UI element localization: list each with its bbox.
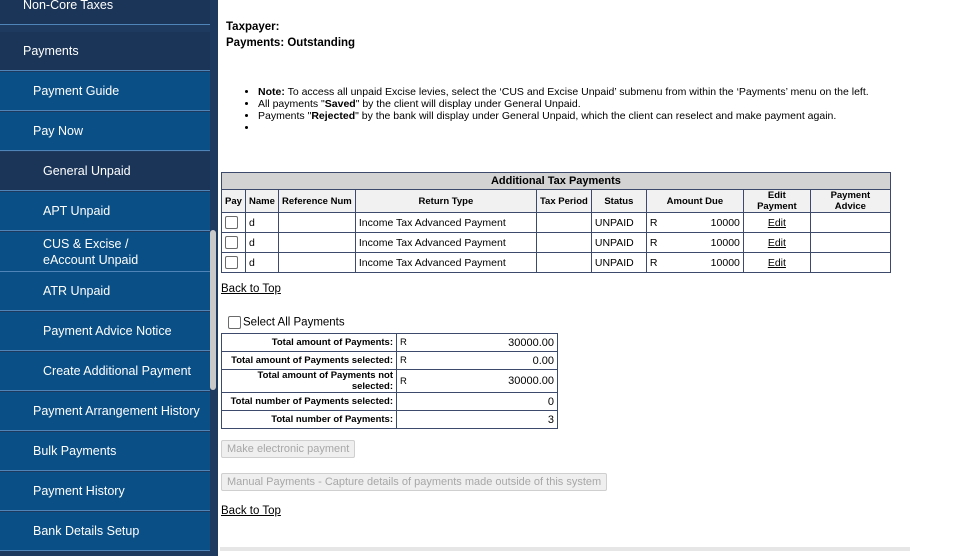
select-all-checkbox[interactable] [228, 316, 241, 329]
sidebar-item-label: Bank Details Setup [33, 524, 140, 538]
pay-cell [222, 253, 246, 273]
sidebar-item-bank-details-setup[interactable] [0, 512, 210, 551]
amount-currency: R [649, 236, 658, 249]
reference-cell [278, 213, 355, 233]
sidebar-item-general-unpaid[interactable] [0, 152, 210, 191]
sidebar-item-atr-unpaid[interactable] [0, 272, 210, 311]
horizontal-scrollbar[interactable] [220, 547, 910, 551]
col-edit-payment: Edit Payment [743, 190, 810, 213]
select-all-row [228, 316, 345, 329]
currency-label: R [397, 334, 418, 352]
advice-cell [810, 213, 890, 233]
sidebar-item-label: Non-Core Taxes [23, 0, 114, 12]
taxpayer-label: Taxpayer: [226, 21, 280, 33]
sidebar-item-payment-arrangement-history[interactable] [0, 392, 210, 431]
table-row [222, 253, 891, 273]
status-cell: UNPAID [591, 253, 646, 273]
sidebar-item-label: APT Unpaid [43, 204, 111, 218]
sidebar-item-label: Create Additional Payment [43, 364, 192, 378]
sidebar-item-label: Payment Arrangement History [33, 404, 200, 418]
col-name: Name [246, 190, 279, 213]
amount-cell [646, 253, 743, 273]
pay-checkbox[interactable] [225, 216, 238, 229]
sidebar-item-apt-unpaid[interactable] [0, 192, 210, 231]
selected-amount-label: Total amount of Payments selected: [222, 352, 397, 370]
additional-tax-payments-table [221, 172, 891, 273]
reference-cell [278, 233, 355, 253]
reference-cell [278, 253, 355, 273]
sidebar-item-label: ATR Unpaid [43, 284, 111, 298]
totals-row [222, 411, 558, 429]
sidebar-item-label: Payment Advice Notice [43, 324, 172, 338]
amount-currency: R [649, 256, 658, 269]
currency-label: R [397, 352, 418, 370]
table-header-row [222, 190, 891, 213]
sidebar-item-bulk-payments[interactable] [0, 432, 210, 471]
not-selected-amount-label: Total amount of Payments not selected: [222, 370, 397, 393]
totals-row [222, 393, 558, 411]
edit-link[interactable]: Edit [767, 236, 786, 249]
amount-value: 10000 [710, 256, 740, 269]
page-title: Payments: Outstanding [226, 37, 356, 49]
note-item: • Note: To access all unpaid Excise levies, select the ‘CUS and Excise Unpaid’ submenu from within the ‘Payments’ menu on the left. [258, 86, 908, 98]
tax-period-cell [536, 213, 591, 233]
amount-value: 10000 [710, 216, 740, 229]
make-electronic-payment-button[interactable]: Make electronic payment [221, 440, 355, 458]
amount-value: 10000 [710, 236, 740, 249]
amount-cell [646, 213, 743, 233]
advice-cell [810, 233, 890, 253]
note-saved: • All payments "Saved" by the client will display under General Unpaid. [258, 98, 908, 110]
col-tax-period: Tax Period [536, 190, 591, 213]
pay-checkbox[interactable] [225, 236, 238, 249]
tax-period-cell [536, 233, 591, 253]
total-count-value: 3 [397, 411, 558, 429]
selected-count-value: 0 [397, 393, 558, 411]
col-amount-due: Amount Due [646, 190, 743, 213]
total-count-label: Total number of Payments: [222, 411, 397, 429]
total-amount-label: Total amount of Payments: [222, 334, 397, 352]
currency-label: R [397, 370, 418, 393]
amount-cell [646, 233, 743, 253]
status-cell: UNPAID [591, 233, 646, 253]
sidebar-item-payments[interactable] [0, 32, 210, 71]
col-reference-num: Reference Num [278, 190, 355, 213]
name-cell: d [246, 253, 279, 273]
pay-cell [222, 233, 246, 253]
col-pay: Pay [222, 190, 246, 213]
status-cell: UNPAID [591, 213, 646, 233]
return-type-cell: Income Tax Advanced Payment [355, 213, 536, 233]
sidebar-item-label: Pay Now [33, 124, 84, 138]
sidebar-item-pay-now[interactable] [0, 112, 210, 151]
sidebar-item-label: Payments [23, 44, 79, 58]
totals-row [222, 352, 558, 370]
edit-cell [743, 213, 810, 233]
sidebar-item-label: Payment Guide [33, 84, 120, 98]
advice-cell [810, 253, 890, 273]
sidebar-item-label: General Unpaid [43, 164, 131, 178]
sidebar-item-payment-advice-notice[interactable] [0, 312, 210, 351]
total-amount-value: 30000.00 [417, 334, 558, 352]
selected-count-label: Total number of Payments selected: [222, 393, 397, 411]
sidebar-scrollbar[interactable] [210, 230, 216, 390]
sidebar-item-create-additional-payment[interactable] [0, 352, 210, 391]
table-title: Additional Tax Payments [222, 173, 891, 190]
pay-cell [222, 213, 246, 233]
edit-cell [743, 253, 810, 273]
return-type-cell: Income Tax Advanced Payment [355, 253, 536, 273]
col-status: Status [591, 190, 646, 213]
name-cell: d [246, 213, 279, 233]
note-empty [258, 122, 908, 134]
sidebar-item-label: Payment History [33, 484, 125, 498]
note-rejected: • Payments "Rejected" by the bank will display under General Unpaid, which the client can reselect and make payment again. [258, 110, 908, 122]
col-payment-advice: Payment Advice [810, 190, 890, 213]
tax-period-cell [536, 253, 591, 273]
sidebar-item-cus-excise-unpaid[interactable] [0, 232, 210, 272]
sidebar-item-label: CUS & Excise / eAccount Unpaid [43, 236, 139, 267]
selected-amount-value: 0.00 [417, 352, 558, 370]
sidebar-item-label: Bulk Payments [33, 444, 117, 458]
return-type-cell: Income Tax Advanced Payment [355, 233, 536, 253]
amount-currency: R [649, 216, 658, 229]
sidebar [0, 0, 218, 556]
table-row [222, 213, 891, 233]
back-to-top-link-bottom[interactable]: Back to Top [221, 505, 281, 517]
edit-link[interactable]: Edit [767, 216, 786, 229]
select-all-label[interactable]: Select All Payments [243, 316, 345, 329]
sidebar-item-non-core-taxes[interactable] [0, 0, 210, 25]
totals-row [222, 370, 558, 393]
totals-table [221, 333, 558, 429]
col-return-type: Return Type [355, 190, 536, 213]
edit-cell [743, 233, 810, 253]
main-content [221, 0, 966, 556]
not-selected-amount-value: 30000.00 [417, 370, 558, 393]
sidebar-item-payment-history[interactable] [0, 472, 210, 511]
notes-list [244, 86, 908, 134]
pay-checkbox[interactable] [225, 256, 238, 269]
name-cell: d [246, 233, 279, 253]
sidebar-item-payment-guide[interactable] [0, 72, 210, 111]
edit-link[interactable]: Edit [767, 256, 786, 269]
back-to-top-link[interactable]: Back to Top [221, 283, 281, 295]
table-row [222, 233, 891, 253]
manual-payments-button[interactable]: Manual Payments - Capture details of payments made outside of this system [221, 473, 607, 491]
totals-row [222, 334, 558, 352]
